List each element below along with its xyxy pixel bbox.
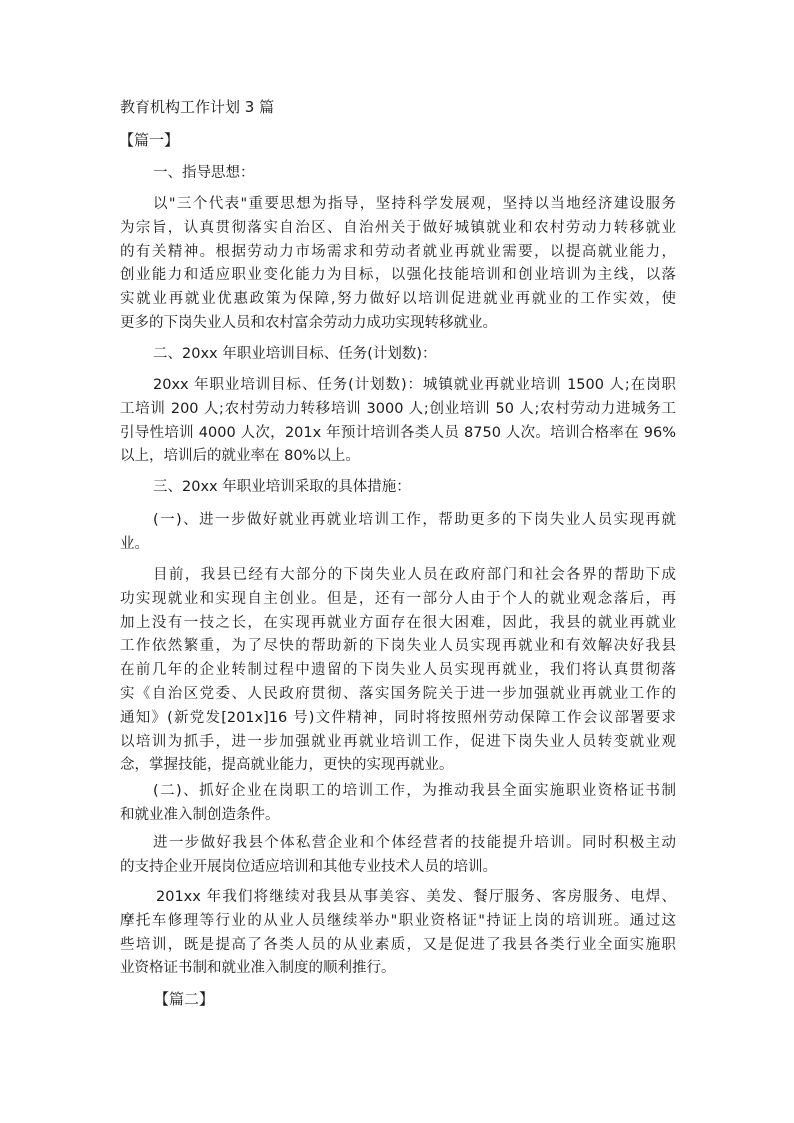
paragraph-current-situation xyxy=(120,564,676,778)
paragraph-line: 实就业再就业优惠政策为保障,努力做好以培训促进就业再就业的工作实效，使 xyxy=(120,291,676,308)
paragraph-measure-one xyxy=(120,509,676,557)
paragraph-line: 以"三个代表"重要思想为指导，坚持科学发展观，坚持以当地经济建设服务 xyxy=(153,196,676,212)
paragraph-line: 功实现就业和实现自主创业。但是，还有一部分人由于个人的就业观念落后，再 xyxy=(120,590,676,607)
section-one-heading: 一、指导思想： xyxy=(153,165,255,181)
paragraph-line: 引导性培训 4000 人次，201x 年预计培训各类人员 8750 人次。培训合格率在 96% xyxy=(120,424,676,441)
paragraph-line: 加上没有一技之长，在实现再就业方面存在很大困难，因此，我县的就业再就业 xyxy=(120,614,676,631)
paragraph-line: 通知》(新党发[201x]16 号)文件精神，同时将按照州劳动保障工作会议部署要求 xyxy=(120,709,676,726)
paragraph-certificate-training xyxy=(120,886,676,981)
section-two-heading: 二、20xx 年职业培训目标、任务(计划数)： xyxy=(153,346,437,362)
section-three-heading: 三、20xx 年职业培训采取的具体措施： xyxy=(153,479,411,495)
part-two-heading: 【篇二】 xyxy=(154,990,215,1008)
paragraph-skill-training xyxy=(120,832,676,880)
paragraph-line: 业资格证书制和就业准入制度的顺利推行。 xyxy=(120,960,396,977)
paragraph-line: 进一步做好我县个体私营企业和个体经营者的技能提升培训。同时积极主动 xyxy=(153,835,676,851)
paragraph-line: 和就业准入制创造条件。 xyxy=(120,806,280,823)
paragraph-measure-two xyxy=(120,780,676,828)
paragraph-line: (二)、抓好企业在岗职工的培训工作，为推动我县全面实施职业资格证书制 xyxy=(153,783,676,799)
paragraph-line: 20xx 年职业培训目标、任务(计划数)：城镇就业再就业培训 1500 人;在岗职 xyxy=(153,377,676,393)
paragraph-line: 以上，培训后的就业率在 80%以上。 xyxy=(120,448,360,465)
paragraph-line: 以培训为抓手，进一步加强就业再就业培训工作，促进下岗失业人员转变就业观 xyxy=(120,733,676,750)
paragraph-line: 的有关精神。根据劳动力市场需求和劳动者就业再就业需要，以提高就业能力， xyxy=(120,243,676,260)
paragraph-line: 些培训，既是提高了各类人员的从业素质，又是促进了我县各类行业全面实施职 xyxy=(120,936,676,953)
paragraph-line: 业。 xyxy=(120,535,149,552)
paragraph-training-targets xyxy=(120,374,676,469)
paragraph-line: 的支持企业开展岗位适应培训和其他专业技术人员的培训。 xyxy=(120,858,497,875)
paragraph-line: 201xx 年我们将继续对我县从事美容、美发、餐厅服务、客房服务、电焊、 xyxy=(156,889,676,905)
paragraph-line: 工作依然繁重，为了尽快的帮助新的下岗失业人员实现再就业和有效解决好我县 xyxy=(120,638,676,655)
paragraph-line: 更多的下岗失业人员和农村富余劳动力成功实现转移就业。 xyxy=(120,314,497,331)
part-one-heading: 【篇一】 xyxy=(119,131,180,149)
paragraph-line: 目前，我县已经有大部分的下岗失业人员在政府部门和社会各界的帮助下成 xyxy=(153,567,676,583)
paragraph-guiding-ideology xyxy=(120,193,676,336)
paragraph-line: 在前几年的企业转制过程中遗留的下岗失业人员实现再就业，我们将认真贯彻落 xyxy=(120,662,676,679)
paragraph-line: 实《自治区党委、人民政府贯彻、落实国务院关于进一步加强就业再就业工作的 xyxy=(120,685,676,702)
paragraph-line: (一)、进一步做好就业再就业培训工作，帮助更多的下岗失业人员实现再就 xyxy=(153,512,676,528)
document-title: 教育机构工作计划 3 篇 xyxy=(120,98,275,116)
paragraph-line: 创业能力和适应职业变化能力为目标，以强化技能培训和创业培训为主线，以落 xyxy=(120,267,676,284)
paragraph-line: 工培训 200 人;农村劳动力转移培训 3000 人;创业培训 50 人;农村劳动力进城务工 xyxy=(120,400,676,417)
paragraph-line: 摩托车修理等行业的从业人员继续举办"职业资格证"持证上岗的培训班。通过这 xyxy=(120,912,676,929)
paragraph-line: 为宗旨，认真贯彻落实自治区、自治州关于做好城镇就业和农村劳动力转移就业 xyxy=(120,219,676,236)
paragraph-line: 念，掌握技能，提高就业能力，更快的实现再就业。 xyxy=(120,757,454,774)
